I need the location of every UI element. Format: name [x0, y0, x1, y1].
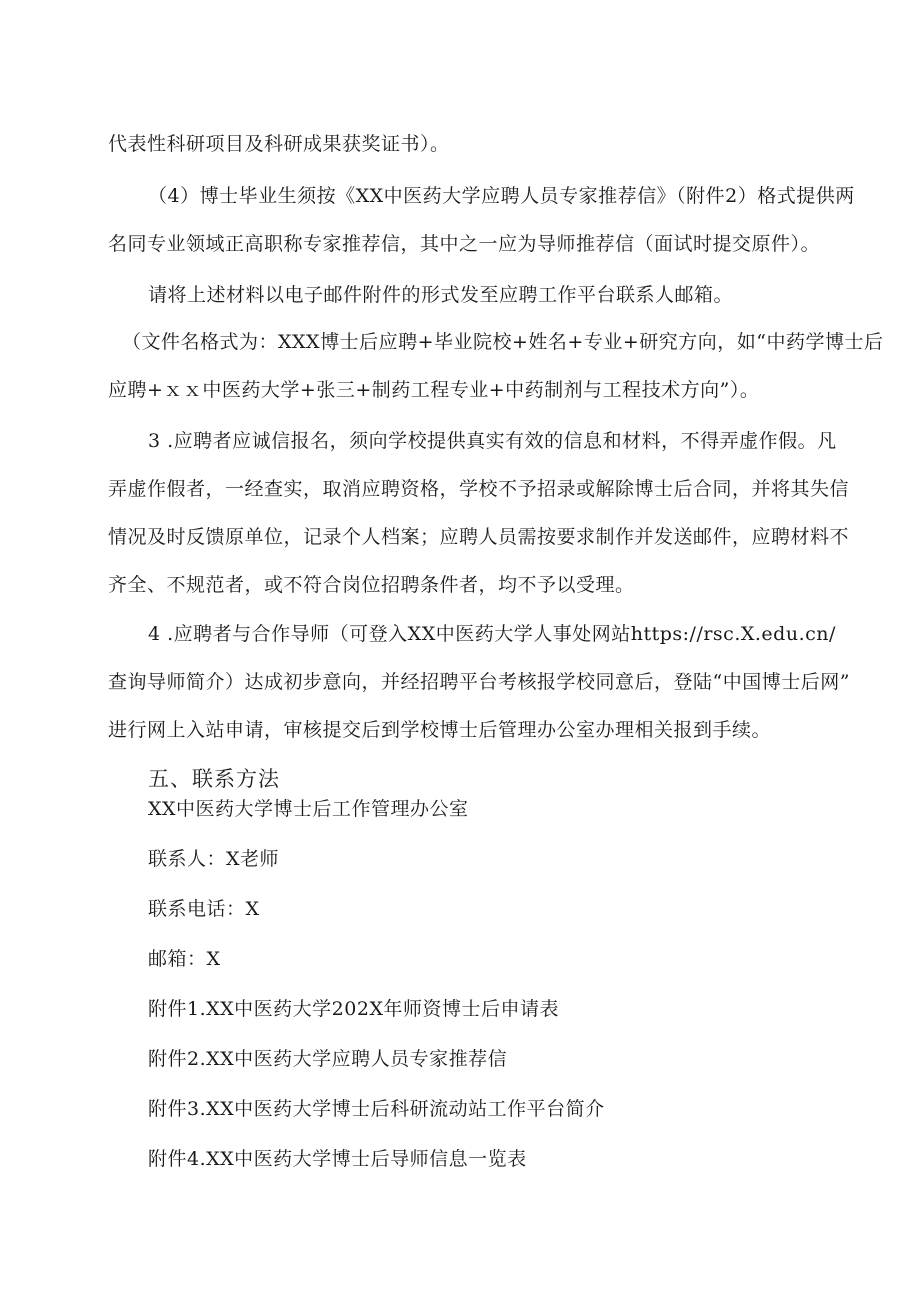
text-line: 应聘+ｘｘ中医药大学+张三+制药工程专业+中药制剂与工程技术方向”）。 — [108, 379, 760, 401]
text-line: 进行网上入站申请，审核提交后到学校博士后管理办公室办理相关报到手续。 — [108, 719, 772, 741]
section-heading: 五、联系方法 — [148, 767, 280, 791]
text-line: 查询导师简介）达成初步意向，并经招聘平台考核报学校同意后，登陆“中国博士后网” — [108, 671, 850, 693]
contact-office: XX中医药大学博士后工作管理办公室 — [148, 798, 469, 820]
text-line: 代表性科研项目及科研成果获奖证书）。 — [108, 133, 450, 155]
contact-email: 邮箱：X — [148, 948, 221, 970]
text-line: （文件名格式为：XXX博士后应聘+毕业院校+姓名+专业+研究方向，如“中药学博士后 — [122, 331, 884, 353]
text-line: 名同专业领域正高职称专家推荐信，其中之一应为导师推荐信（面试时提交原件）。 — [108, 233, 821, 255]
attachment-item: 附件1.XX中医药大学202X年师资博士后申请表 — [148, 998, 559, 1020]
text-line: 情况及时反馈原单位，记录个人档案；应聘人员需按要求制作并发送邮件，应聘材料不 — [108, 526, 850, 548]
text-line: （4）博士毕业生须按《XX中医药大学应聘人员专家推荐信》（附件2）格式提供两 — [148, 185, 855, 207]
attachment-item: 附件3.XX中医药大学博士后科研流动站工作平台简介 — [148, 1098, 605, 1120]
text-line: 请将上述材料以电子邮件附件的形式发至应聘工作平台联系人邮箱。 — [148, 284, 734, 306]
text-line: 3 .应聘者应诚信报名，须向学校提供真实有效的信息和材料，不得弄虚作假。凡 — [148, 430, 837, 452]
text-line: 4 .应聘者与合作导师（可登入XX中医药大学人事处网站https://rsc.X.edu.cn/ — [148, 623, 836, 645]
text-line: 弄虚作假者，一经查实，取消应聘资格，学校不予招录或解除博士后合同，并将其失信 — [108, 478, 850, 500]
attachment-item: 附件4.XX中医药大学博士后导师信息一览表 — [148, 1148, 527, 1170]
text-line: 齐全、不规范者，或不符合岗位招聘条件者，均不予以受理。 — [108, 574, 635, 596]
contact-phone: 联系电话：X — [148, 898, 260, 920]
contact-person: 联系人：X老师 — [148, 848, 280, 870]
attachment-item: 附件2.XX中医药大学应聘人员专家推荐信 — [148, 1048, 508, 1070]
